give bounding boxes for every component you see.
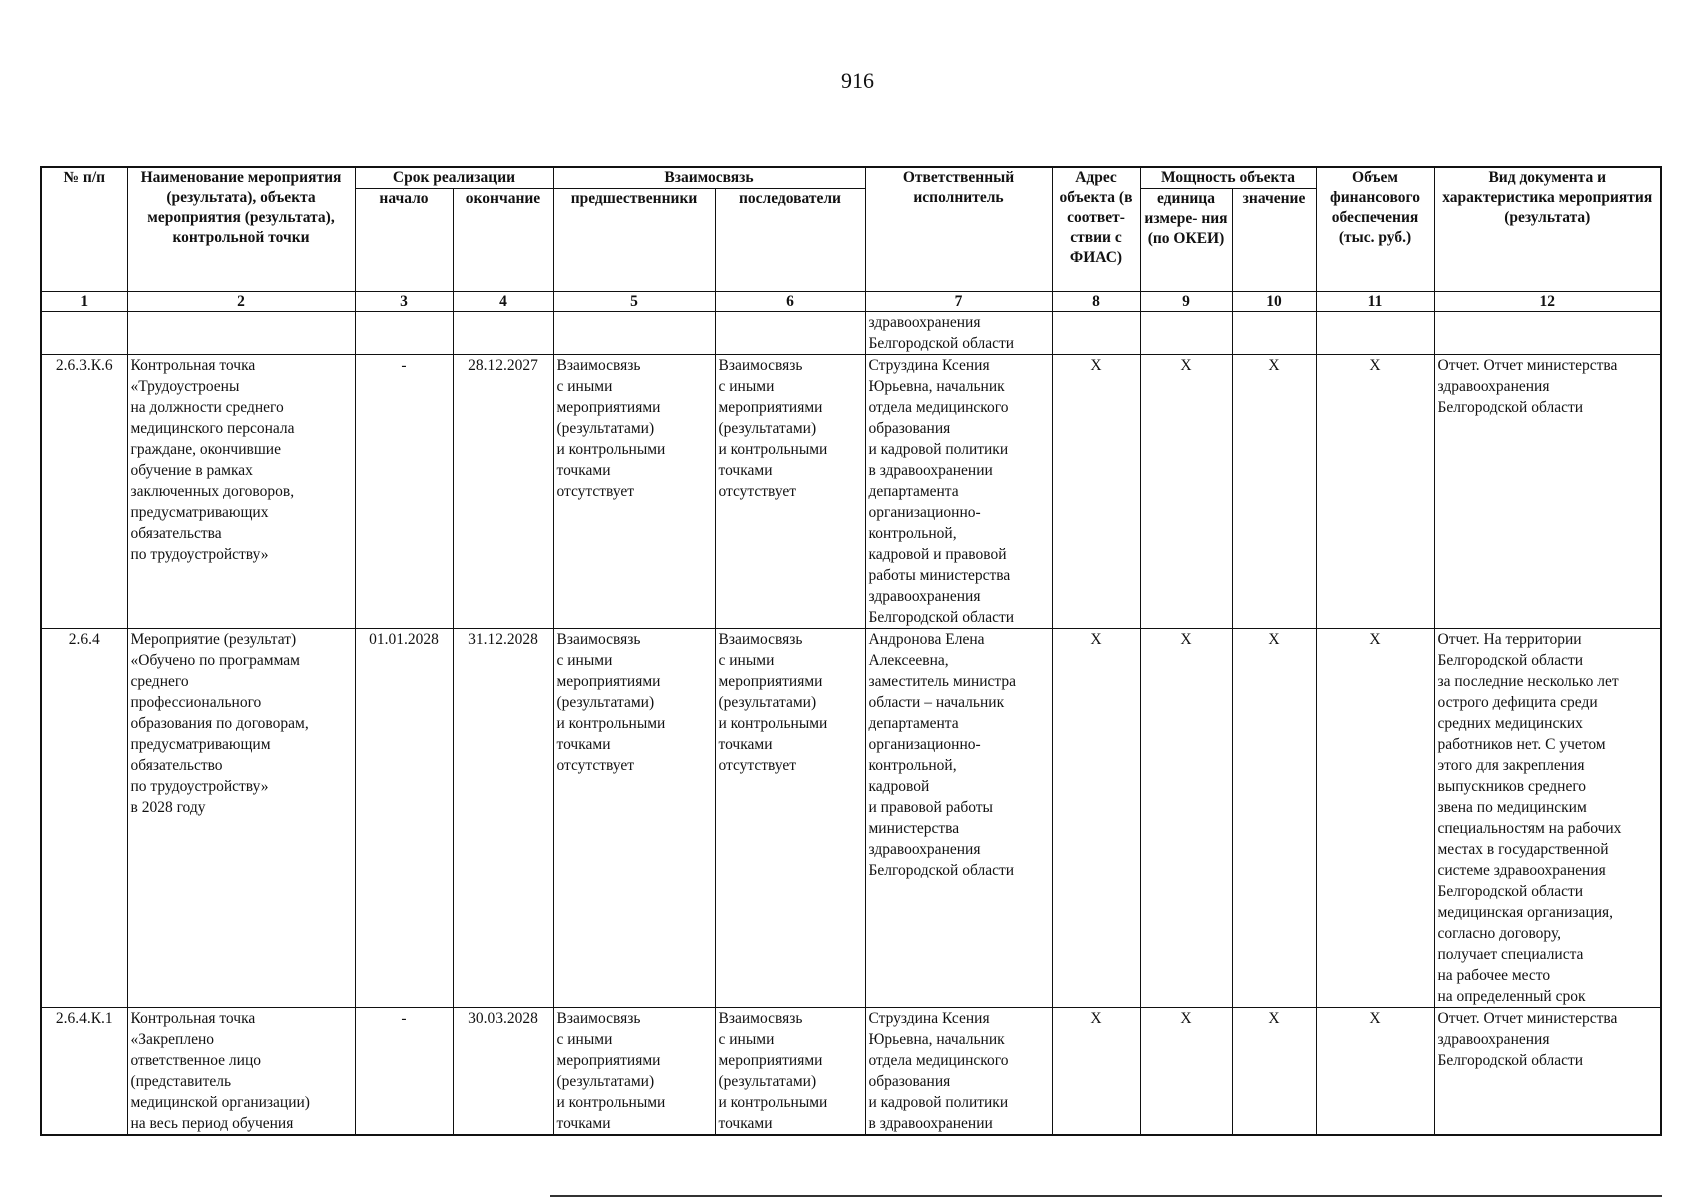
header-link-prev: предшественники [553,189,715,292]
cell-doc: Отчет. Отчет министерства здравоохранения Белгородской области [1434,355,1661,629]
header-link-next: последователи [715,189,865,292]
cell-empty [453,312,553,355]
page-number: 916 [841,68,874,93]
column-number: 6 [715,292,865,312]
column-number: 1 [41,292,127,312]
cell-responsible: Андронова Елена Алексеевна, заместитель министра области – начальник департамента организационно- контрольной, кадровой и правовой работы министерства здравоохранения Белгородской области [865,629,1052,1008]
cell-start: - [355,355,453,629]
cell-name: Контрольная точка «Трудоустроены на должности среднего медицинского персонала граждане, окончившие обучение в рамках заключенных договоров, предусматривающих обязательства по трудоустройству» [127,355,355,629]
cell-start: - [355,1008,453,1136]
plan-table [40,166,1662,1136]
header-link-group: Взаимосвязь [553,167,865,189]
header-term-start: начало [355,189,453,292]
cell-empty [1232,312,1316,355]
cell-funding: X [1316,355,1434,629]
cell-next: Взаимосвязь с иными мероприятиями (результатами) и контрольными точками [715,1008,865,1136]
header-term-end: окончание [453,189,553,292]
cell-num: 2.6.3.К.6 [41,355,127,629]
column-number: 10 [1232,292,1316,312]
column-number: 4 [453,292,553,312]
cell-address: X [1052,1008,1140,1136]
cell-num: 2.6.4.К.1 [41,1008,127,1136]
cell-num: 2.6.4 [41,629,127,1008]
cell-empty [355,312,453,355]
cell-prev: Взаимосвязь с иными мероприятиями (результатами) и контрольными точками отсутствует [553,355,715,629]
cell-empty [1052,312,1140,355]
column-number-row [41,292,1661,312]
cell-responsible: Струздина Ксения Юрьевна, начальник отдела медицинского образования и кадровой политики в здравоохранении департамента организационно- контрольной, кадровой и правовой работы министерства здравоохранения Белгородской области [865,355,1052,629]
cell-end: 30.03.2028 [453,1008,553,1136]
cell-name: Мероприятие (результат) «Обучено по программам среднего профессионального образования по договорам, предусматривающим обязательство по трудоустройству» в 2028 году [127,629,355,1008]
header-doc-type: Вид документа и характеристика мероприятия (результата) [1434,167,1661,292]
cell-empty [1434,312,1661,355]
header-capacity-group: Мощность объекта [1140,167,1316,189]
header-capacity-unit: единица измере- ния (по ОКЕИ) [1140,189,1232,292]
cell-end: 28.12.2027 [453,355,553,629]
cell-doc: Отчет. На территории Белгородской области за последние несколько лет острого дефицита среди средних медицинских работников нет. С учетом этого для закрепления выпускников среднего звена по медицинским специальностям на рабочих местах в государственной системе здравоохранения Белгородской области медицинская организация, согласно договору, получает специалиста на рабочее место на определенный срок [1434,629,1661,1008]
cell-address: X [1052,355,1140,629]
cell-responsible: Струздина Ксения Юрьевна, начальник отдела медицинского образования и кадровой политики в здравоохранении [865,1008,1052,1136]
cell-responsible: здравоохранения Белгородской области [865,312,1052,355]
column-number: 3 [355,292,453,312]
column-number: 2 [127,292,355,312]
bottom-rule [550,1195,1662,1197]
cell-value: X [1232,629,1316,1008]
cell-funding: X [1316,629,1434,1008]
table-row [41,355,1661,629]
cell-empty [127,312,355,355]
cell-next: Взаимосвязь с иными мероприятиями (результатами) и контрольными точками отсутствует [715,629,865,1008]
cell-doc: Отчет. Отчет министерства здравоохранения Белгородской области [1434,1008,1661,1136]
cell-start: 01.01.2028 [355,629,453,1008]
cell-empty [715,312,865,355]
column-number: 12 [1434,292,1661,312]
header-responsible: Ответственный исполнитель [865,167,1052,292]
cell-empty [1140,312,1232,355]
header-capacity-value: значение [1232,189,1316,292]
header-address: Адрес объекта (в соответ- ствии с ФИАС) [1052,167,1140,292]
cell-prev: Взаимосвязь с иными мероприятиями (результатами) и контрольными точками [553,1008,715,1136]
cell-next: Взаимосвязь с иными мероприятиями (результатами) и контрольными точками отсутствует [715,355,865,629]
cell-value: X [1232,355,1316,629]
header-num: № п/п [41,167,127,292]
cell-value: X [1232,1008,1316,1136]
table-row [41,629,1661,1008]
header-row-top [41,167,1661,189]
cell-unit: X [1140,629,1232,1008]
table-row-continuation [41,312,1661,355]
table-row [41,1008,1661,1136]
column-number: 11 [1316,292,1434,312]
cell-empty [1316,312,1434,355]
column-number: 9 [1140,292,1232,312]
column-number: 8 [1052,292,1140,312]
cell-end: 31.12.2028 [453,629,553,1008]
column-number: 5 [553,292,715,312]
cell-funding: X [1316,1008,1434,1136]
header-name: Наименование мероприятия (результата), объекта мероприятия (результата), контрольной точки [127,167,355,292]
header-funding: Объем финансового обеспечения (тыс. руб.) [1316,167,1434,292]
cell-address: X [1052,629,1140,1008]
cell-unit: X [1140,1008,1232,1136]
header-term-group: Срок реализации [355,167,553,189]
cell-prev: Взаимосвязь с иными мероприятиями (результатами) и контрольными точками отсутствует [553,629,715,1008]
cell-name: Контрольная точка «Закреплено ответственное лицо (представитель медицинской организации) на весь период обучения [127,1008,355,1136]
cell-empty [41,312,127,355]
cell-empty [553,312,715,355]
column-number: 7 [865,292,1052,312]
cell-unit: X [1140,355,1232,629]
